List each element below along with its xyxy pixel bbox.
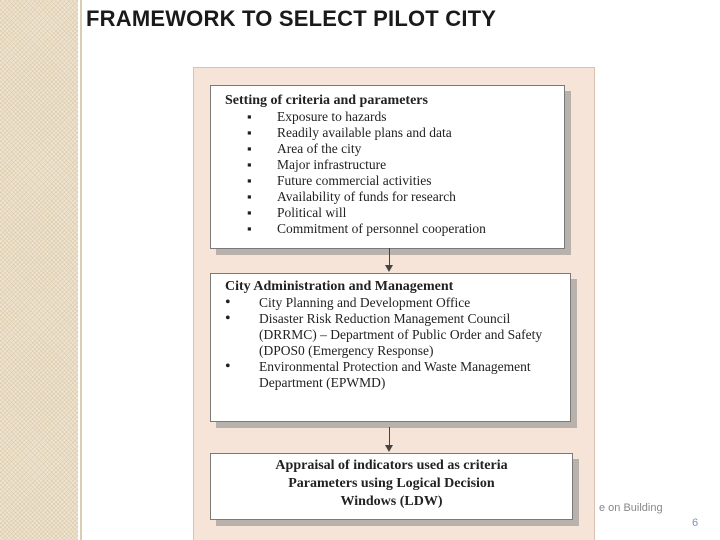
criteria-item: ▪ Major infrastructure bbox=[211, 157, 564, 173]
flow-arrow-down bbox=[389, 427, 390, 448]
criteria-box bbox=[210, 85, 565, 249]
criteria-item: ▪ Availability of funds for research bbox=[211, 189, 564, 205]
administration-item: • Environmental Protection and Waste Management Department (EPWMD) bbox=[211, 359, 570, 391]
administration-heading: City Administration and Management bbox=[225, 279, 454, 294]
criteria-item: ▪ Commitment of personnel cooperation bbox=[211, 221, 564, 237]
administration-box bbox=[210, 273, 571, 422]
decorative-side-strip bbox=[0, 0, 78, 540]
side-divider bbox=[80, 0, 82, 540]
flow-arrow-down bbox=[389, 248, 390, 268]
criteria-item: ▪ Exposure to hazards bbox=[211, 109, 564, 125]
criteria-item: ▪ Readily available plans and data bbox=[211, 125, 564, 141]
administration-item: • Disaster Risk Reduction Management Council (DRRMC) – Department of Public Order and Safety (DPOS0 (Emergency Response) bbox=[211, 311, 570, 359]
page-number: 6 bbox=[692, 517, 699, 529]
appraisal-line: Windows (LDW) bbox=[340, 494, 443, 509]
criteria-item: ▪ Future commercial activities bbox=[211, 173, 564, 189]
criteria-item: ▪ Political will bbox=[211, 205, 564, 221]
slide-title: FRAMEWORK TO SELECT PILOT CITY bbox=[86, 6, 497, 31]
criteria-item: ▪ Area of the city bbox=[211, 141, 564, 157]
appraisal-line: Parameters using Logical Decision bbox=[288, 476, 495, 491]
administration-list bbox=[211, 295, 570, 391]
footer-text: e on Building bbox=[599, 502, 663, 514]
appraisal-box bbox=[210, 453, 573, 520]
framework-diagram bbox=[193, 67, 595, 540]
criteria-list bbox=[211, 109, 564, 237]
appraisal-line: Appraisal of indicators used as criteria bbox=[275, 458, 508, 473]
criteria-heading: Setting of criteria and parameters bbox=[225, 93, 428, 108]
administration-item: • City Planning and Development Office bbox=[211, 295, 570, 311]
